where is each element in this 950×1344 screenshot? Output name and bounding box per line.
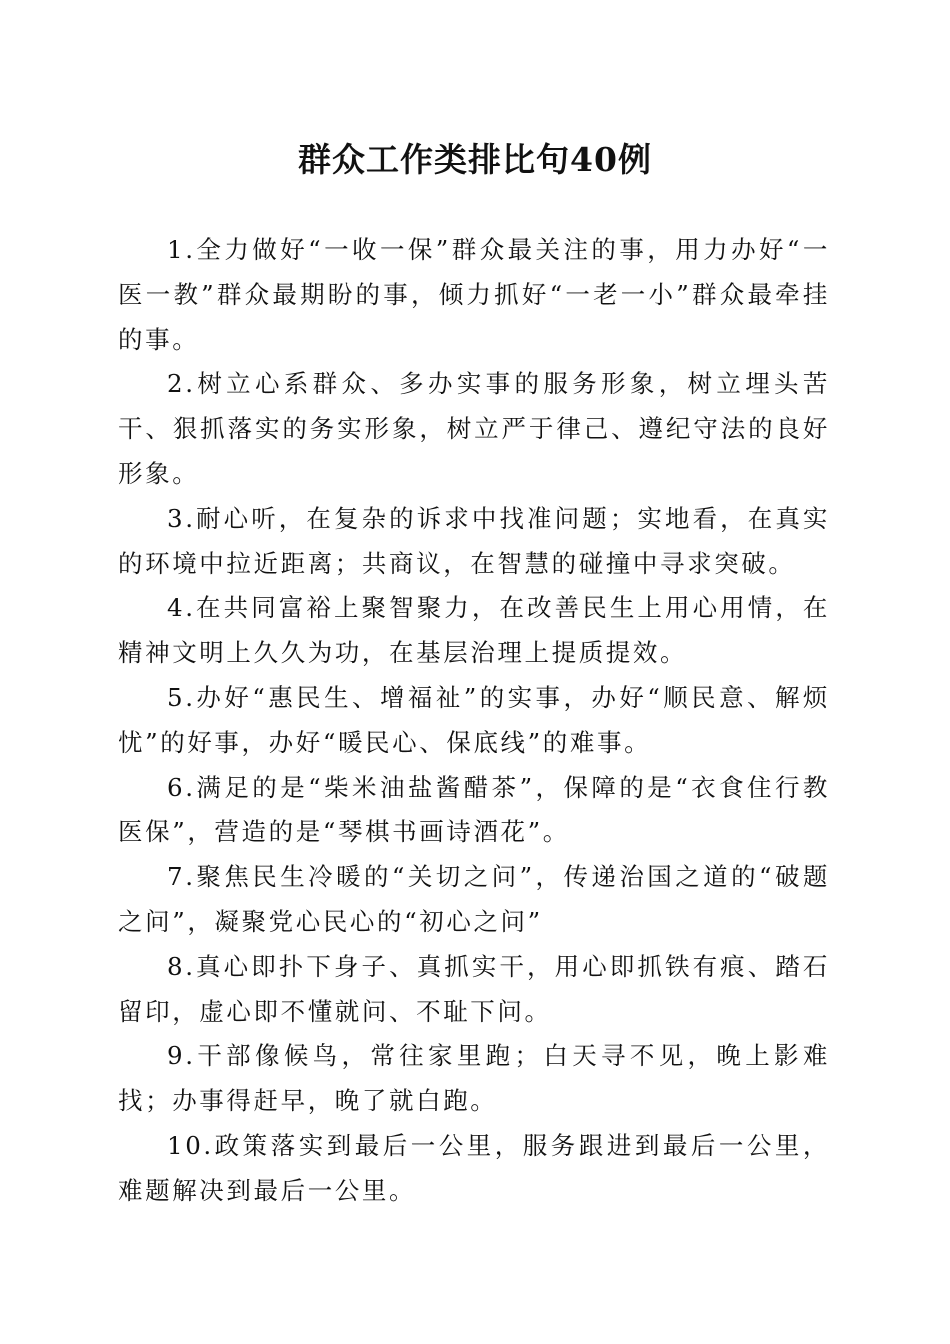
paragraph-5: 5.办好“惠民生、增福祉”的实事，办好“顺民意、解烦忧”的好事，办好“暖民心、保底线”的难事。	[118, 682, 830, 757]
paragraph-8: 8.真心即扑下身子、真抓实干，用心即抓铁有痕、踏石留印，虚心即不懂就问、不耻下问。	[118, 951, 830, 1026]
paragraph-10: 10.政策落实到最后一公里，服务跟进到最后一公里，难题解决到最后一公里。	[118, 1130, 830, 1205]
paragraph-9: 9.干部像候鸟，常往家里跑；白天寻不见，晚上影难找；办事得赶早，晚了就白跑。	[118, 1041, 830, 1116]
paragraph-4: 4.在共同富裕上聚智聚力，在改善民生上用心用情，在精神文明上久久为功，在基层治理上提质提效。	[118, 593, 830, 668]
document-body	[118, 228, 830, 1214]
paragraph-2: 2.树立心系群众、多办实事的服务形象，树立埋头苦干、狠抓落实的务实形象，树立严于律己、遵纪守法的良好形象。	[118, 369, 830, 488]
paragraph-7: 7.聚焦民生冷暖的“关切之问”，传递治国之道的“破题之问”，凝聚党心民心的“初心之问”	[118, 862, 830, 936]
paragraph-3: 3.耐心听，在复杂的诉求中找准问题；实地看，在真实的环境中拉近距离；共商议，在智慧的碰撞中寻求突破。	[118, 503, 830, 578]
paragraph-1: 1.全力做好“一收一保”群众最关注的事，用力办好“一医一教”群众最期盼的事，倾力抓好“一老一小”群众最牵挂的事。	[118, 235, 830, 354]
document-title: 群众工作类排比句40例	[298, 140, 652, 179]
paragraph-6: 6.满足的是“柴米油盐酱醋茶”，保障的是“衣食住行教医保”，营造的是“琴棋书画诗酒花”。	[118, 772, 830, 847]
